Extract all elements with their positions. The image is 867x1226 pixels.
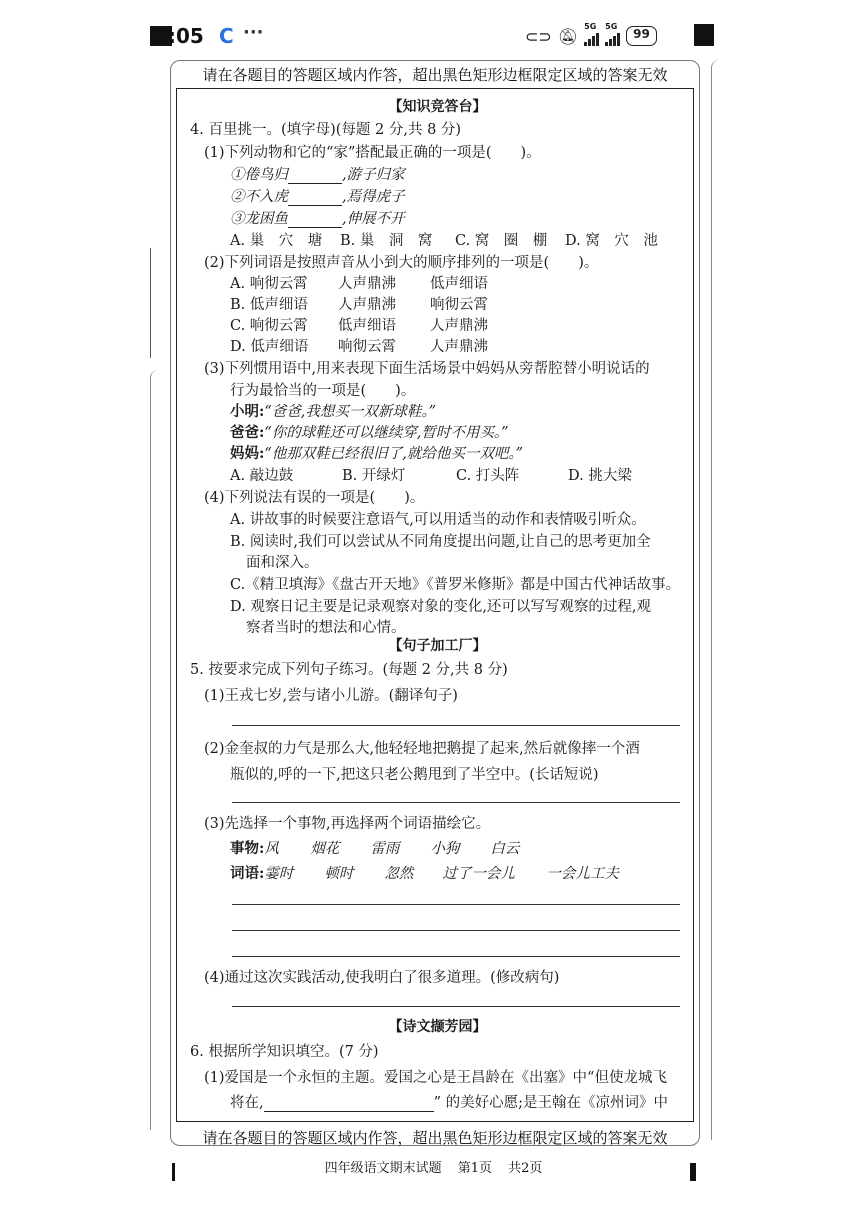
page-footer (0, 1157, 867, 1176)
question-6-title: 6. 根据所学知识填空。(7 分) (190, 1044, 379, 1060)
q6-1-line-1: (1)爱国是一个永恒的主题。爱国之心是王昌龄在《出塞》中“但使龙城飞 (204, 1070, 667, 1086)
q4-2-option-d[interactable]: D. 低声细语 响彻云霄 人声鼎沸 (230, 339, 488, 355)
answer-line[interactable] (232, 930, 680, 931)
option[interactable]: C. 窝 圈 棚 (455, 233, 548, 249)
section-title: 【知识竞答台】 (388, 99, 487, 115)
q4-4-option-d[interactable]: D. 观察日记主要是记录观察对象的变化,还可以写写观察的过程,观 (230, 599, 652, 615)
q4-4-option-c[interactable]: C.《精卫填海》《盘古开天地》《普罗米修斯》都是中国古代神话故事。 (230, 577, 681, 593)
q5-1: (1)王戎七岁,尝与诸小儿游。(翻译句子) (204, 688, 458, 704)
binding-line (150, 248, 161, 358)
answer-line[interactable] (232, 802, 680, 803)
q4-4-option-d-cont: 察者当时的想法和心情。 (246, 620, 406, 636)
more-notifications-icon: ··· (243, 22, 264, 43)
option[interactable]: D. 挑大梁 (568, 468, 632, 484)
blank[interactable] (288, 169, 342, 184)
q5-2-line-2: 瓶似的,呼的一下,把这只老公鹅甩到了半空中。(长话短说) (230, 767, 599, 783)
q4-1-item-1: ①倦鸟归 ,游子归家 (230, 167, 405, 183)
footer-page: 第1页 (457, 1161, 492, 1176)
section-title: 【句子加工厂】 (388, 638, 487, 654)
question-5-title: 5. 按要求完成下列句子练习。(每题 2 分,共 8 分) (190, 662, 508, 678)
battery-icon: 99 (626, 26, 657, 46)
footer-title: 四年级语文期末试题 (324, 1161, 442, 1176)
q4-4-stem: (4)下列说法有误的一项是( )。 (204, 490, 425, 506)
q4-1-item-3: ③龙困鱼 ,伸展不开 (230, 211, 405, 227)
q4-4-option-a[interactable]: A. 讲故事的时候要注意语气,可以用适当的动作和表情吸引听众。 (230, 512, 646, 528)
answer-line[interactable] (232, 725, 680, 726)
dialog-line: 爸爸:“你的球鞋还可以继续穿,暂时不用买。” (230, 424, 509, 441)
scan-edge-right (694, 24, 714, 46)
footer-total: 共2页 (508, 1161, 543, 1176)
answer-line[interactable] (232, 904, 680, 905)
binding-line-right (711, 60, 722, 1140)
answer-line[interactable] (232, 956, 680, 957)
q6-1-line-2: 将在, ” 的美好心愿;是王翰在《凉州词》中 (230, 1095, 669, 1111)
signal-icon-2: 5G (605, 26, 620, 46)
option[interactable]: A. 敲边鼓 (230, 468, 294, 484)
blank[interactable] (288, 191, 342, 206)
q5-3-things: 事物:风 烟花 雷雨 小狗 白云 (230, 840, 520, 857)
q4-4-option-b-cont: 面和深入。 (246, 555, 319, 571)
status-time: :05 (168, 24, 204, 48)
q4-3-stem-1: (3)下列惯用语中,用来表现下面生活场景中妈妈从旁帮腔替小明说话的 (204, 361, 650, 377)
q5-3-stem: (3)先选择一个事物,再选择两个词语描绘它。 (204, 816, 491, 832)
option[interactable]: C. 打头阵 (456, 468, 520, 484)
mute-bell-icon: 🔕︎ (557, 26, 579, 46)
binding-line-lower (150, 370, 161, 1130)
signal-icon: 5G (584, 26, 599, 46)
option[interactable]: B. 开绿灯 (342, 468, 406, 484)
answer-line[interactable] (232, 1006, 680, 1007)
link-icon: ⊂⊃ (525, 26, 552, 46)
q4-3-options (230, 464, 632, 485)
section-title: 【诗文撷芳园】 (388, 1019, 487, 1035)
q5-4: (4)通过这次实践活动,使我明白了很多道理。(修改病句) (204, 970, 560, 986)
option[interactable]: D. 窝 穴 池 (565, 233, 658, 249)
q4-2-option-b[interactable]: B. 低声细语 人声鼎沸 响彻云霄 (230, 297, 488, 313)
q4-4-option-b[interactable]: B. 阅读时,我们可以尝试从不同角度提出问题,让自己的思考更加全 (230, 534, 651, 550)
question-4-title: 4. 百里挑一。(填字母)(每题 2 分,共 8 分) (190, 122, 462, 138)
blank[interactable] (288, 213, 342, 228)
scan-mark (690, 1163, 696, 1181)
option[interactable]: A. 巢 穴 塘 (230, 233, 323, 249)
q5-2-line-1: (2)金奎叔的力气是那么大,他轻轻地把鹅提了起来,然后就像摔一个酒 (204, 741, 640, 757)
q5-3-words: 词语:霎时 顿时 忽然 过了一会儿 一会儿工夫 (230, 865, 619, 882)
app-notification-icon: C (219, 24, 234, 48)
notice-bottom: 请在各题目的答题区域内作答，超出黑色矩形边框限定区域的答案无效 (202, 1129, 668, 1147)
q4-2-option-a[interactable]: A. 响彻云霄 人声鼎沸 低声细语 (230, 276, 488, 292)
status-icons (525, 24, 657, 48)
dialog-line: 小明:“爸爸,我想买一双新球鞋。” (230, 403, 437, 420)
q4-2-option-c[interactable]: C. 响彻云霄 低声细语 人声鼎沸 (230, 318, 488, 334)
option[interactable]: B. 巢 洞 窝 (340, 233, 433, 249)
blank[interactable] (264, 1097, 434, 1112)
dialog-line: 妈妈:“他那双鞋已经很旧了,就给他买一双吧。” (230, 445, 524, 462)
q4-1-options (230, 229, 658, 250)
q4-3-stem-2: 行为最恰当的一项是( )。 (230, 383, 416, 399)
notice-top: 请在各题目的答题区域内作答，超出黑色矩形边框限定区域的答案无效 (202, 66, 668, 84)
q4-1-stem: (1)下列动物和它的“家”搭配最正确的一项是( )。 (204, 145, 541, 161)
q4-1-item-2: ②不入虎 ,焉得虎子 (230, 189, 405, 205)
q4-2-stem: (2)下列词语是按照声音从小到大的顺序排列的一项是( )。 (204, 255, 599, 271)
